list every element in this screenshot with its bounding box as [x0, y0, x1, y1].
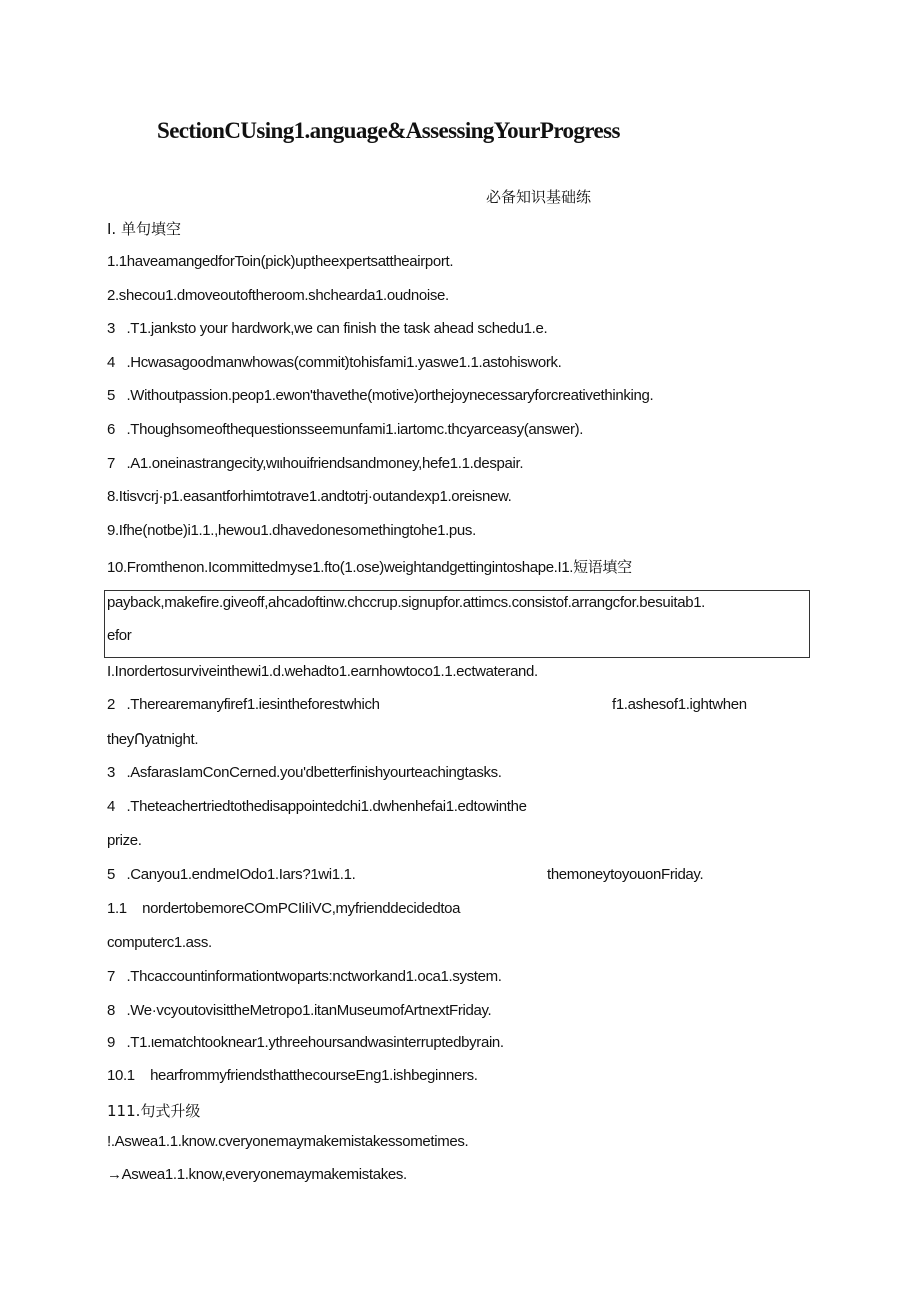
exercise-line: 4 .Hcwasagoodmanwhowas(commit)tohisfami1.yaswe1.1.astohiswork.	[107, 354, 562, 371]
section-subtitle: 必备知识基础练	[486, 188, 592, 206]
exercise-line-right: f1.ashesof1.ightwhen	[612, 696, 747, 713]
exercise-line: prize.	[107, 832, 142, 849]
exercise-line: 4 .Theteachertriedtothedisappointedchi1.dwhenhefai1.edtowinthe	[107, 798, 527, 815]
exercise-line: 3 .T1.janksto your hardwork,we can finish the task ahead schedu1.e.	[107, 320, 548, 337]
part3-heading: 111.句式升级	[107, 1102, 201, 1120]
exercise-line: →Aswea1.1.know,everyonemaymakemistakes.	[107, 1166, 407, 1183]
exercise-line-right: themoneytoyouonFriday.	[547, 866, 704, 883]
exercise-line: 8 .We·vcyoutovisittheMetropo1.itanMuseumofArtnextFriday.	[107, 1002, 492, 1019]
exercise-line: 1.1 nordertobemoreCOmPCIiIiVC,myfrienddecidedtoa	[107, 900, 461, 917]
exercise-line: 9 .T1.ιematchtooknear1.ythreehoursandwasinterruptedbyrain.	[107, 1034, 504, 1051]
exercise-line: 9.Ifhe(notbe)i1.1.,hewou1.dhavedonesomethingtohe1.pus.	[107, 522, 476, 539]
exercise-line: 2 .Therearemanyfiref1.iesintheforestwhich	[107, 696, 380, 713]
exercise-line: 8.Itisvcrj·p1.easantforhimtotrave1.andtotrj·outandexp1.oreisnew.	[107, 488, 512, 505]
exercise-line: 6 .Thoughsomeofthequestionsseemunfami1.iartomc.thcyarceasy(answer).	[107, 421, 584, 438]
exercise-line: 10.1 hearfrommyfriendsthatthecourseEng1.ishbeginners.	[107, 1067, 478, 1084]
exercise-line: 2.shecou1.dmoveoutoftheroom.shchearda1.oudnoise.	[107, 287, 449, 304]
word-bank-line: payback,makefire.giveoff,ahcadoftinw.chccrup.signupfor.attimcs.consistof.arrangcfor.besuitab1.	[107, 594, 706, 611]
page-title: SectionCUsing1.anguage&AssessingYourProgress	[157, 118, 620, 143]
part1-heading: I. 单句填空	[107, 220, 181, 238]
exercise-line: 5 .Canyou1.endmeIOdo1.Iars?1wi1.1.	[107, 866, 356, 883]
exercise-line: 3 .AsfarasIamConCerned.you'dbetterfinishyourteachingtasks.	[107, 764, 502, 781]
exercise-line: computerc1.ass.	[107, 934, 212, 951]
exercise-line: 7 .A1.oneinastrangecity,wιιhouifriendsandmoney,hefe1.1.despair.	[107, 455, 524, 472]
exercise-line-with-part2-heading: 10.Fromthenon.Icommittedmyse1.fto(1.ose)weightandgettingintoshape.I1.短语填空	[107, 559, 632, 576]
exercise-line: I.Inordertosurviveinthewi1.d.wehadto1.earnhowtoco1.1.ectwaterand.	[107, 663, 538, 680]
exercise-line: 1.1haveamangedforToin(pick)uptheexpertsattheairport.	[107, 253, 454, 270]
exercise-line: theyꓵyatnight.	[107, 731, 199, 748]
exercise-line: !.Aswea1.1.know.cveryonemaymakemistakessometimes.	[107, 1133, 469, 1150]
exercise-line: 5 .Withoutpassion.peop1.ewon'thavethe(motive)orthejoynecessaryforcreativethinking.	[107, 387, 654, 404]
exercise-line: 7 .Thcaccountinformationtwoparts:nctworkand1.oca1.system.	[107, 968, 502, 985]
word-bank-line: efor	[107, 627, 132, 644]
